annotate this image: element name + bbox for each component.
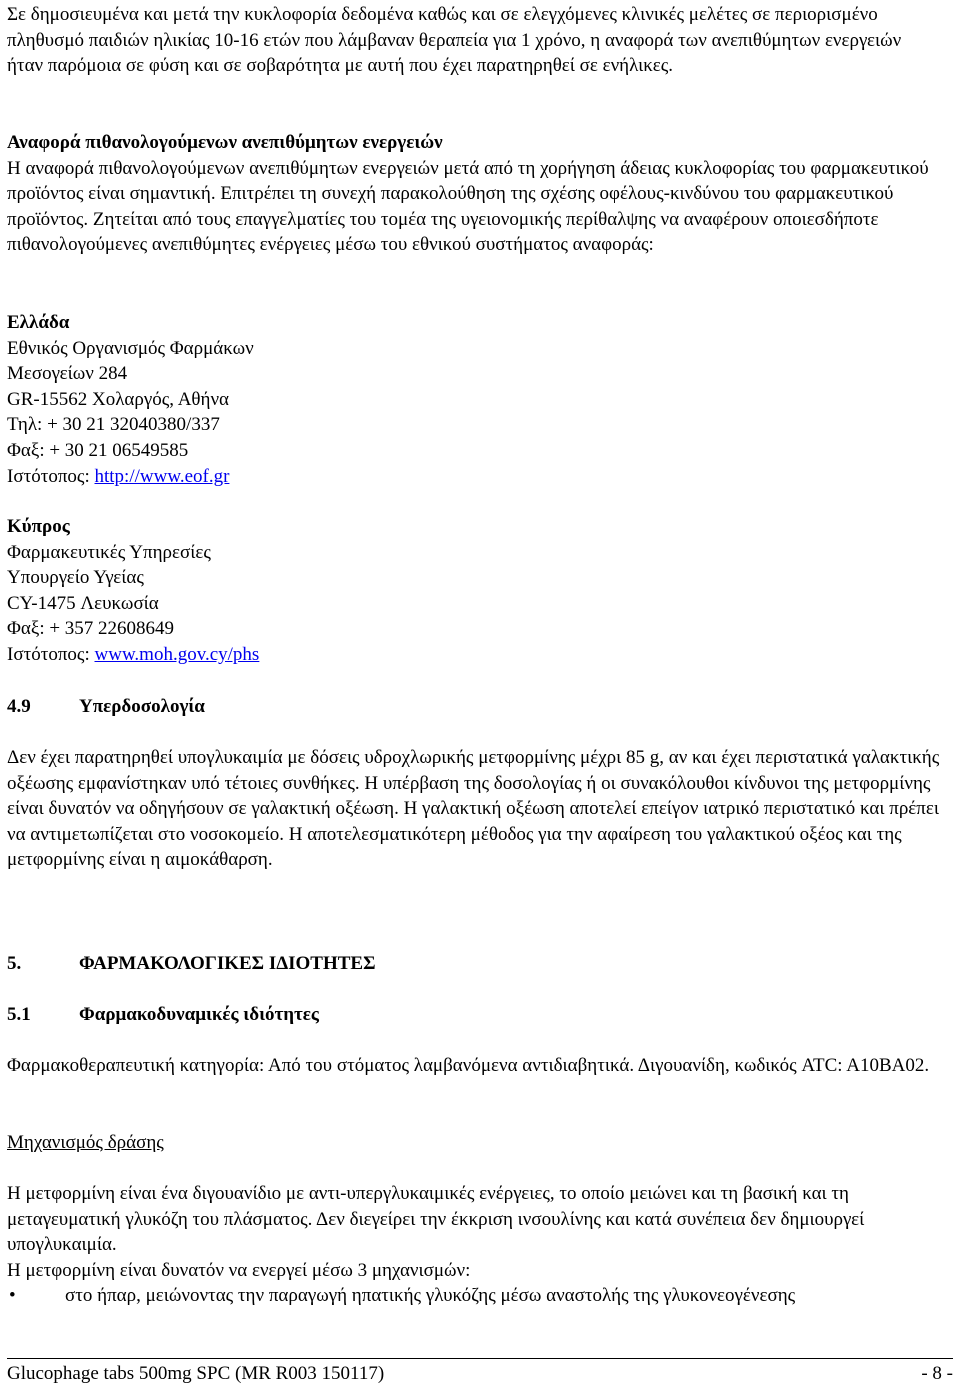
section-5-1-title: Φαρμακοδυναμικές ιδιότητες: [79, 1004, 319, 1025]
section-5-1-heading: [7, 1002, 319, 1028]
footer-divider: [7, 1358, 953, 1359]
greece-line2: Μεσογείων 284: [7, 363, 128, 385]
mechanism-heading: Μηχανισμός δράσης: [7, 1132, 164, 1153]
section-5-heading: [7, 951, 376, 977]
reporting-heading: Αναφορά πιθανολογούμενων ανεπιθύμητων ενεργειών: [7, 132, 443, 153]
cyprus-line1: Φαρμακευτικές Υπηρεσίες: [7, 541, 211, 563]
cyprus-line2: Υπουργείο Υγείας: [7, 567, 144, 589]
list-item-text: στο ήπαρ, μειώνοντας την παραγωγή ηπατικής γλυκόζης μέσω αναστολής της γλυκονεογένεσης: [65, 1285, 796, 1306]
section-4-9-number: 4.9: [7, 696, 31, 717]
mechanism-paragraph: Η μετφορμίνη είναι ένα διγουανίδιο με αντι-υπεργλυκαιμικές ενέργειες, το οποίο μειώνει και τη βασική και τη μεταγευματική γλυκόζη του πλάσματος. Δεν διεγείρει την έκκριση ινσουλίνης και κατά συνέπεια δεν δημιουργεί υπογλυκαιμία.: [7, 1183, 865, 1256]
footer-document-id: Glucophage tabs 500mg SPC (MR R003 150117): [7, 1363, 385, 1384]
cyprus-website-label: Ιστότοπος:: [7, 643, 95, 665]
greece-contact: [7, 310, 607, 489]
section-4-9-heading: [7, 694, 205, 720]
greece-website-label: Ιστότοπος:: [7, 465, 95, 487]
cyprus-fax: Φαξ: + 357 22608649: [7, 618, 175, 640]
greece-line3: GR-15562 Χολαργός, Αθήνα: [7, 388, 230, 410]
reporting-section: [7, 130, 942, 258]
greece-line1: Εθνικός Οργανισμός Φαρμάκων: [7, 337, 254, 359]
mechanism-list-intro: Η μετφορμίνη είναι δυνατόν να ενεργεί μέσω 3 μηχανισμών:: [7, 1259, 471, 1281]
greece-fax: Φαξ: + 30 21 06549585: [7, 439, 189, 461]
pharmacotherapeutic-paragraph: Φαρμακοθεραπευτική κατηγορία: Από του στόματος λαμβανόμενα αντιδιαβητικά. Διγουανίδη, κωδικός ATC: A10BA02.: [7, 1055, 930, 1076]
cyprus-contact: [7, 514, 607, 668]
greece-phone: Τηλ: + 30 21 32040380/337: [7, 414, 220, 436]
section-5-1-body: [7, 1053, 942, 1079]
section-4-9-body: [7, 745, 942, 873]
cyprus-website-link[interactable]: www.moh.gov.cy/phs: [94, 643, 260, 665]
greece-website-link[interactable]: http://www.eof.gr: [94, 465, 230, 487]
intro-section: [7, 2, 942, 79]
section-5-title: ΦΑΡΜΑΚΟΛΟΓΙΚΕΣ ΙΔΙΟΤΗΤΕΣ: [79, 953, 376, 974]
footer-page-number: - 8 -: [921, 1363, 953, 1384]
cyprus-website-row: [7, 642, 607, 668]
cyprus-country: Κύπρος: [7, 516, 70, 537]
intro-paragraph: Σε δημοσιευμένα και μετά την κυκλοφορία δεδομένα καθώς και σε ελεγχόμενες κλινικές μελέτες σε περιορισμένο πληθυσμό παιδιών ηλικίας 10-16 ετών που λάμβαναν θεραπεία για 1 χρόνο, η αναφορά των ανεπιθύμητων ενεργειών ήταν παρόμοια σε φύση και σε σοβαρότητα με αυτή που έχει παρατηρηθεί σε ενήλικες.: [7, 4, 902, 77]
greece-website-row: [7, 464, 607, 490]
list-item: [7, 1283, 795, 1309]
reporting-paragraph: Η αναφορά πιθανολογούμενων ανεπιθύμητων ενεργειών μετά από τη χορήγηση άδειας κυκλοφορίας του φαρμακευτικού προϊόντος είναι σημαντική. Επιτρέπει τη συνεχή παρακολούθηση της σχέσης οφέλους-κινδύνου του φαρμακευτικού προϊόντος. Ζητείται από τους επαγγελματίες του τομέα της υγειονομικής περίθαλψης να αναφέρουν οποιεσδήποτε πιθανολογούμενες ανεπιθύμητες ενέργειες μέσω του εθνικού συστήματος αναφοράς:: [7, 157, 929, 256]
cyprus-line3: CY-1475 Λευκωσία: [7, 592, 159, 614]
bullet-icon: •: [9, 1285, 16, 1306]
section-5-number: 5.: [7, 953, 22, 974]
section-4-9-title: Υπερδοσολογία: [79, 696, 205, 717]
greece-country: Ελλάδα: [7, 312, 70, 333]
section-5-1-number: 5.1: [7, 1004, 31, 1025]
page-footer: [7, 1361, 953, 1387]
mechanism-body: [7, 1181, 942, 1283]
overdose-paragraph: Δεν έχει παρατηρηθεί υπογλυκαιμία με δόσεις υδροχλωρικής μετφορμίνης μέχρι 85 g, αν και έχει περιστατικά γαλακτικής οξέωσης εμφανίστηκαν υπό τέτοιες συνθήκες. Η υπέρβαση της δοσολογίας ή οι συνακόλουθοι κίνδυνοι της μετφορμίνης είναι δυνατόν να οδηγήσουν σε γαλακτική οξέωση. Η γαλακτική οξέωση αποτελεί επείγον ιατρικό περιστατικό και πρέπει να αντιμετωπίζεται στο νοσοκομείο. Η αποτελεσματικότερη μέθοδος για την αφαίρεση του γαλακτικού οξέος και της μετφορμίνης είναι η αιμοκάθαρση.: [7, 747, 940, 871]
